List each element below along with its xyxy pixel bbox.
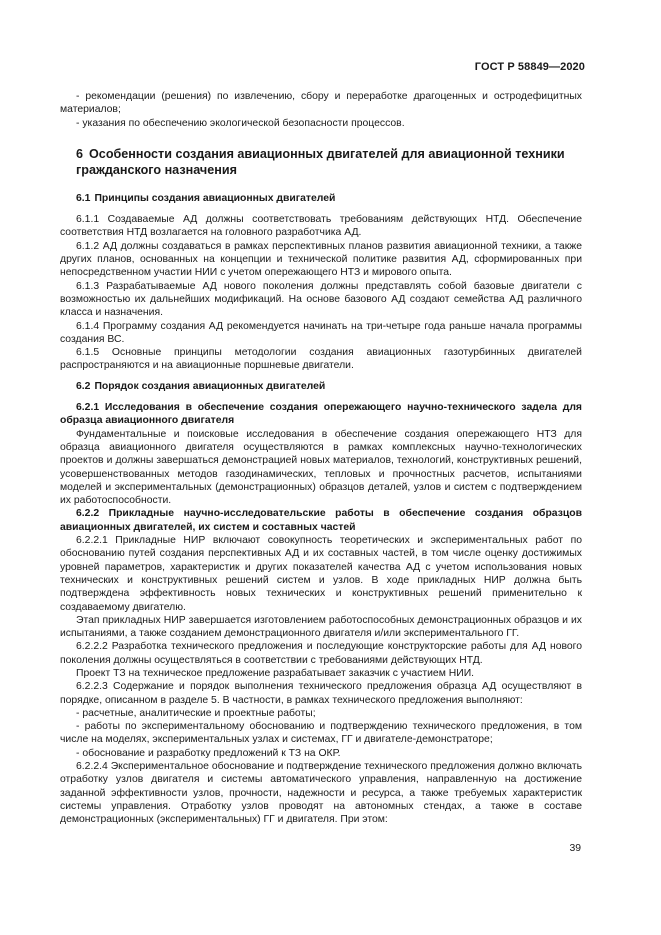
- section-6-1-number: 6.1: [76, 192, 91, 204]
- section-6-1-heading: [60, 192, 582, 205]
- paragraph-recommendations: - рекомендации (решения) по извлечению, сбору и переработке драгоценных и остродефицитных материалов;: [60, 91, 582, 116]
- page-body: [60, 90, 582, 827]
- clause-6-2-1-title: 6.2.1 Исследования в обеспечение создания опережающего научно-технического задела для образца авиационного двигателя: [60, 402, 582, 427]
- section-6-title: Особенности создания авиационных двигателей для авиационной техники гражданского назначения: [76, 146, 565, 177]
- list-item: - расчетные, аналитические и проектные работы;: [76, 707, 316, 719]
- clause-6-2-2-3: 6.2.2.3 Содержание и порядок выполнения технического предложения образца АД осуществляют в порядке, описанном в разделе 5. В частности, в рамках технического предложения выполняют:: [60, 681, 582, 706]
- section-6-2-heading: [60, 380, 582, 393]
- clause-6-1-5: 6.1.5 Основные принципы методологии создания авиационных газотурбинных двигателей распространяются и на авиационные поршневые двигатели.: [60, 347, 582, 372]
- section-6-heading: [60, 146, 582, 178]
- standard-code: ГОСТ Р 58849—2020: [474, 61, 585, 73]
- section-6-number: 6: [76, 146, 84, 161]
- section-6-1-title: Принципы создания авиационных двигателей: [94, 192, 336, 204]
- clause-6-2-2-title: 6.2.2 Прикладные научно-исследовательские работы в обеспечение создания образцов авиационных двигателей, их систем и составных частей: [60, 508, 582, 533]
- clause-6-1-4: 6.1.4 Программу создания АД рекомендуется начинать на три-четыре года раньше начала программы создания ВС.: [60, 320, 582, 345]
- paragraph-ecology: - указания по обеспечению экологической безопасности процессов.: [76, 117, 405, 129]
- clause-6-2-2-1: 6.2.2.1 Прикладные НИР включают совокупность теоретических и экспериментальных работ по обоснованию путей создания перспективных АД и их составных частей, в том числе оценку достижимых уровней параметров, характеристик и других показателей качества АД с учетом использования новых технических и конструктивных решений систем и узлов. В ходе прикладных НИР должна быть подтверждена эффективность новых технических и конструктивных решений применительно к создаваемому двигателю.: [60, 535, 582, 613]
- clause-6-2-1-text: Фундаментальные и поисковые исследования в обеспечение создания опережающего НТЗ для образца авиационного двигателя осуществляются в рамках комплексных научно-технологических проектов и должны завершаться демонстрацией новых материалов, технологий, конструктивных решений, усовершенствованных методов газодинамических, тепловых и прочностных расчетов, испытаниями моделей и экспериментальных (демонстрационных) образцов деталей, узлов и систем с подтверждением их работоспособности.: [60, 428, 582, 507]
- clause-6-2-2-2: 6.2.2.2 Разработка технического предложения и последующие конструкторские работы для АД нового поколения должны осуществляться в соответствии с требованиями действующих НТД.: [60, 641, 582, 666]
- list-item: - работы по экспериментальному обоснованию и подтверждению технического предложения, в том числе на моделях, экспериментальных узлах и системах, ГГ и двигателе-демонстраторе;: [60, 721, 582, 746]
- clause-6-1-1: 6.1.1 Создаваемые АД должны соответствовать требованиям действующих НТД. Обеспечение соответствия НТД возлагается на головного разработчика АД.: [60, 214, 582, 239]
- section-6-2-title: Порядок создания авиационных двигателей: [94, 380, 326, 392]
- section-6-2-number: 6.2: [76, 380, 91, 392]
- clause-6-1-3: 6.1.3 Разрабатываемые АД нового поколения должны представлять собой базовые двигатели с возможностью их дальнейших модификаций. На основе базового АД создают семейства АД различного класса и назначения.: [60, 280, 582, 319]
- list-item: - обоснование и разработку предложений к ТЗ на ОКР.: [76, 747, 341, 759]
- page-number: 39: [569, 843, 581, 854]
- clause-6-2-2-2-tz: Проект ТЗ на техническое предложение разрабатывает заказчик с участием НИИ.: [76, 667, 475, 679]
- clause-6-1-2: 6.1.2 АД должны создаваться в рамках перспективных планов развития авиационной техники, а также других планов, основанных на концепции и технической политике развития АД, сформированных при непосредственном участии НИИ с учетом опережающего НТЗ и мирового опыта.: [60, 240, 582, 279]
- clause-6-2-2-4: 6.2.2.4 Экспериментальное обоснование и подтверждение технического предложения должно включать отработку узлов двигателя и системы автоматического управления, направленную на достижение заданной эффективности узлов, прочности, надежности и ресурса, а также требуемых характеристик системы управления. Отработку узлов проводят на автономных стендах, а также в составе демонстрационных (экспериментальных) ГГ и двигателя. При этом:: [60, 761, 582, 826]
- clause-6-2-2-1-stage: Этап прикладных НИР завершается изготовлением работоспособных демонстрационных образцов и их испытаниями, а также созданием демонстрационного двигателя и/или экспериментального ГГ.: [60, 614, 582, 640]
